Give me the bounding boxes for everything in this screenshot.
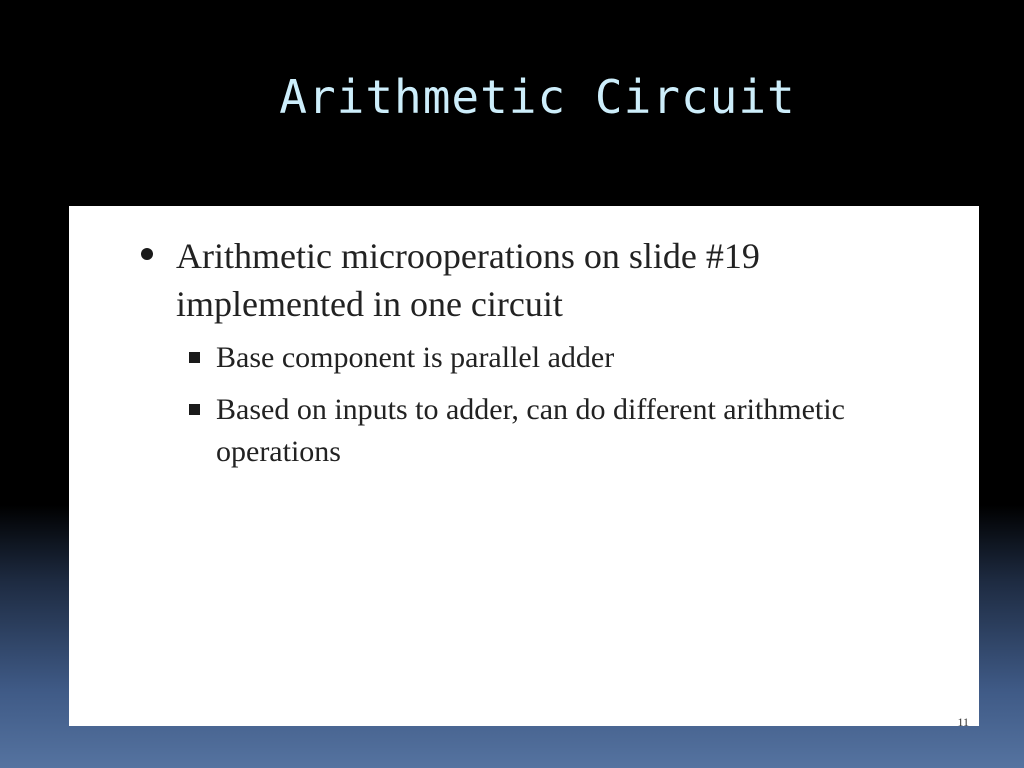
round-bullet-icon [141, 248, 153, 260]
square-bullet-icon [189, 352, 200, 363]
page-number: 11 [957, 715, 969, 729]
sub-bullet-text: Base component is parallel adder [216, 341, 615, 374]
square-bullet-icon [189, 404, 200, 415]
sub-bullet-item [189, 337, 889, 379]
slide-title: Arithmetic Circuit [279, 70, 796, 124]
bullet-item [141, 232, 901, 328]
bullet-text: Arithmetic microoperations on slide #19 implemented in one circuit [176, 236, 760, 324]
sub-bullet-item [189, 389, 889, 473]
sub-bullet-text: Based on inputs to adder, can do different arithmetic operations [216, 393, 845, 468]
content-image [69, 206, 979, 729]
